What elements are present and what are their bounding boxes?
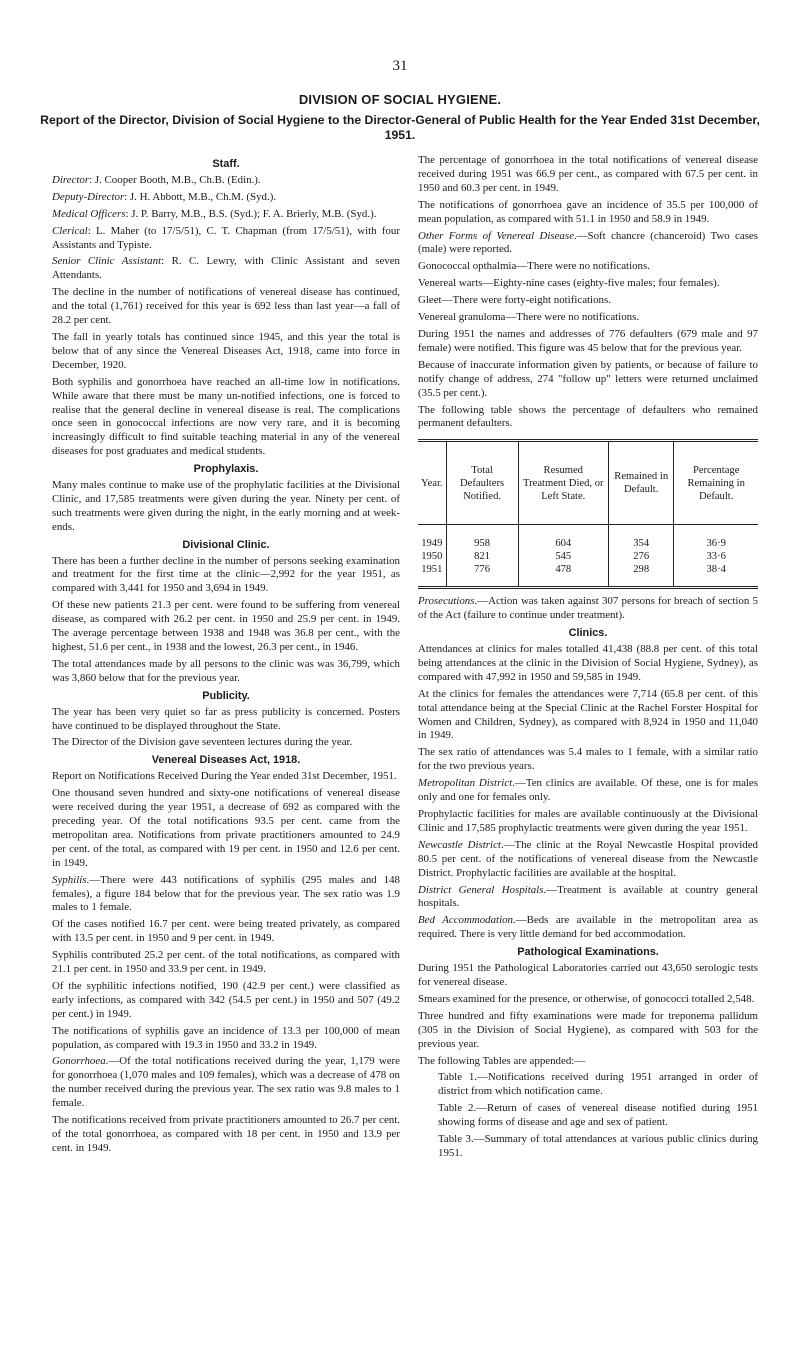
publicity-heading: Publicity. (202, 689, 250, 702)
paragraph: There has been a further decline in the number of persons seeking examination and treatment for the first time at the clinic—2,992 for the year 1951, as compared with 3,441 for 1950 and 3,694 in 1949. (52, 554, 400, 595)
staff-deputy (52, 191, 400, 205)
newcastle-label: Newcastle District (418, 838, 501, 851)
paragraph: The percentage of gonorrhoea in the total notifications of venereal disease received during 1951 was 66.9 per cent., as compared with 67.5 per cent. in 1950 and 60.3 per cent. in 1949. (418, 154, 758, 194)
director-text: : J. Cooper Booth, M.B., Ch.B. (Edin.). (89, 173, 261, 186)
deputy-text: : J. H. Abbott, M.B., Ch.M. (Syd.). (124, 190, 277, 203)
prosecutions-label: Prosecutions (418, 595, 475, 608)
pathological-heading: Pathological Examinations. (517, 946, 659, 959)
bed-accommodation-label: Bed Accommodation (418, 914, 513, 927)
table-header: Resumed Treatment Died, or Left State. (518, 441, 609, 525)
table-cell: 958 (446, 525, 518, 551)
other-forms-paragraph (418, 230, 758, 258)
paragraph: During 1951 the Pathological Laboratories carried out 43,650 serologic tests for venereal disease. (418, 962, 758, 988)
paragraph: The sex ratio of attendances was 5.4 males to 1 female, with a similar ratio for the two previous years. (418, 746, 758, 773)
table-row (418, 563, 758, 588)
paragraph: The following table shows the percentage of defaulters who remained permanent defaulters. (418, 403, 758, 430)
paragraph: Venereal granuloma—There were no notifications. (418, 311, 640, 324)
table-cell: 36·9 (674, 525, 758, 551)
metropolitan-paragraph (418, 777, 758, 805)
gonorrhoea-paragraph (52, 1055, 400, 1111)
table-list-item: Table 1.—Notifications received during 1951 arranged in order of district from which notification came. (438, 1071, 758, 1098)
table-header: Remained in Default. (609, 441, 674, 525)
staff-heading: Staff. (212, 158, 240, 170)
deputy-label: Deputy-Director (52, 190, 125, 203)
table-cell: 276 (609, 550, 674, 563)
table-cell: 298 (609, 563, 674, 588)
paragraph: The following Tables are appended:— (418, 1054, 586, 1067)
table-cell: 33·6 (674, 550, 758, 563)
bed-accommodation-paragraph (418, 914, 758, 942)
table-row (418, 550, 758, 563)
staff-senior (52, 255, 400, 283)
right-column (418, 154, 758, 1164)
paragraph: Because of inaccurate information given by patients, or because of failure to notify change of address, 274 "follow up" letters were returned unclaimed (35.5 per cent.). (418, 358, 758, 399)
clinics-heading: Clinics. (568, 627, 608, 640)
left-column (52, 154, 400, 1159)
paragraph: Of the cases notified 16.7 per cent. were being treated privately, as compared with 13.5 per cent. in 1950 and 9 per cent. in 1949. (52, 918, 400, 945)
paragraph: The fall in yearly totals has continued since 1945, and this year the total is below that of any since the Venereal Diseases Act, 1918, came into force in December, 1920. (52, 330, 400, 371)
report-title: Report of the Director, Division of Social Hygiene to the Director-General of Public Health for the Year Ended 31st December, 1951. (40, 113, 760, 142)
table-header: Year. (421, 477, 443, 489)
table-header: Percentage Remaining in Default. (674, 441, 758, 525)
paragraph: Report on Notifications Received During the Year ended 31st December, 1951. (52, 770, 397, 783)
paragraph: Syphilis contributed 25.2 per cent. of the total notifications, as compared with 21.1 per cent. in 1950 and 33.9 per cent. in 1949. (52, 949, 400, 976)
paragraph: The notifications of syphilis gave an incidence of 13.3 per 100,000 of mean population, as compared with 19.3 in 1950 and 33.2 in 1949. (52, 1024, 400, 1051)
table-cell: 776 (446, 563, 518, 588)
paragraph: During 1951 the names and addresses of 776 defaulters (679 male and 97 female) were notified. This figure was 45 below that for the previous year. (418, 327, 758, 354)
bed-accommodation-text: .—Beds are available in the metropolitan area as required. There is very little demand for bed accommodation. (418, 914, 758, 941)
paragraph: The decline in the number of notifications of venereal disease has continued, and the total (1,761) received for this year is 692 less than last year—a fall of 28.2 per cent. (52, 286, 400, 327)
district-hospitals-text: .—Treatment is available at country general hospitals. (418, 883, 758, 910)
paragraph: Of these new patients 21.3 per cent. were found to be suffering from venereal disease, as compared with 26.2 per cent. in 1950 and 25.9 per cent. in 1949. The average percentage between 1938 and 1948 was 36.8 per cent., with the highest, 51.6 per cent., in 1938 and the lowest, 26.3 per cent., in 1946. (52, 599, 400, 653)
prosecutions-text: .—Action was taken against 307 persons for breach of section 5 of the Act (failure to continue under treatment). (418, 595, 758, 622)
table-cell: 604 (518, 525, 609, 551)
paragraph: Gonococcal opthalmia—There were no notifications. (418, 260, 650, 273)
vd-act-heading: Venereal Diseases Act, 1918. (151, 754, 301, 767)
paragraph: Many males continue to make use of the prophylatic facilities at the Divisional Clinic, and 17,585 treatments were given during the year. Ninety per cent. of such treatments were given during the night, in the early morning and at week-ends. (52, 479, 400, 533)
staff-medical (52, 208, 400, 222)
table-list-item: Table 3.—Summary of total attendances at various public clinics during 1951. (438, 1133, 758, 1159)
divisional-clinic-heading: Divisional Clinic. (182, 538, 270, 551)
newcastle-text: .—The clinic at the Royal Newcastle Hospital provided 80.5 per cent. of the notifications of venereal disease from the Newcastle District. Prophylactic facilities are available at the hospital. (418, 838, 759, 879)
clerical-text: : L. Maher (to 17/5/51), C. T. Chapman (from 17/5/51), with four Assistants and Typiste. (52, 224, 400, 251)
table-cell: 478 (518, 563, 609, 588)
paragraph: One thousand seven hundred and sixty-one notifications of venereal disease were received during the year 1951, a decrease of 692 as compared with the preceding year. Of the total notifications 93.5 per cent. came from the metropolitan area. Notifications from private practitioners amounted to 24.9 per cent. of the total, as compared with 19 per cent. in 1950 and 12.6 per cent. in 1949. (52, 787, 400, 869)
paragraph: Attendances at clinics for males totalled 41,438 (88.8 per cent. of this total being attendances at the clinic in the Division of Social Hygiene, Sydney), as compared with 47,992 in 1950 and 59,585 in 1949. (418, 643, 758, 683)
other-forms-text: .—Soft chancre (chanceroid) Two cases (male) were reported. (418, 229, 758, 256)
table-cell: 1949 (421, 538, 443, 550)
newcastle-paragraph (418, 839, 758, 881)
paragraph: Three hundred and fifty examinations were made for treponema pallidum (305 in the Division of Social Hygiene), as compared with 503 for the previous year. (418, 1009, 758, 1050)
district-hospitals-label: District General Hospitals (418, 883, 544, 896)
paragraph: At the clinics for females the attendances were 7,714 (65.8 per cent. of this total attendance being at the Special Clinic at the Rachel Forster Hospital for Women and Children, Sydney), as compared with 8,924 in 1950 and 11,040 in 1949. (418, 687, 758, 742)
table-cell: 1950 (421, 551, 443, 563)
other-forms-label: Other Forms of Venereal Disease (418, 229, 574, 242)
gonorrhoea-text: .—Of the total notifications received during the year, 1,179 were for gonorrhoea (1,070 males and 109 females), which was a decrease of 478 on the number received during the previous year. The sex ratio was 9.8 males to 1 female. (52, 1055, 400, 1110)
district-hospitals-paragraph (418, 884, 758, 912)
staff-clerical (52, 225, 400, 253)
syphilis-text: .—There were 443 notifications of syphilis (295 males and 148 females), a figure 184 below that for the previous year. The sex ratio was 1.9 males to 1 female. (52, 873, 400, 914)
paragraph: The year has been very quiet so far as press publicity is concerned. Posters have continued to be displayed throughout the State. (52, 705, 400, 732)
paragraph: Venereal warts—Eighty-nine cases (eighty-five males; four females). (418, 277, 720, 290)
prosecutions-paragraph (418, 595, 758, 623)
paragraph: Of the syphilitic infections notified, 190 (42.9 per cent.) were classified as early infections, as compared with 342 (54.5 per cent.) in 1950 and 507 (49.2 per cent.) in 1949. (52, 979, 400, 1020)
syphilis-paragraph (52, 874, 400, 916)
division-title: DIVISION OF SOCIAL HYGIENE. (298, 92, 502, 107)
table-cell: 1951 (421, 564, 443, 576)
paragraph: The notifications received from private practitioners amounted to 26.7 per cent. of the total gonorrhoea, as compared with 18 per cent. in 1950 and 13.9 per cent. in 1949. (52, 1114, 400, 1154)
paragraph: Both syphilis and gonorrhoea have reached an all-time low in notifications. While aware that there must be many un-notified infections, one is forced to realise that the general decline in venereal disease is real. The complications once seen in gonococcal infections are now very rare, and it is becoming increasingly difficult to find suitable teaching material in any of the venereal diseases for post graduates and medical students. (52, 375, 400, 458)
metropolitan-text: .—Ten clinics are available. Of these, one is for males only and one for females only. (418, 777, 759, 804)
paragraph: Smears examined for the presence, or otherwise, of gonococci totalled 2,548. (418, 992, 755, 1005)
paragraph: The notifications of gonorrhoea gave an incidence of 35.5 per 100,000 of mean population, as compared with 51.1 in 1950 and 58.9 in 1949. (418, 198, 758, 225)
paragraph: The Director of the Division gave seventeen lectures during the year. (52, 736, 353, 749)
table-cell: 354 (609, 525, 674, 551)
page-number: 31 (392, 58, 408, 74)
senior-label: Senior Clinic Assistant (52, 255, 162, 268)
table-row (418, 525, 758, 551)
metropolitan-label: Metropolitan District (418, 777, 513, 790)
syphilis-label: Syphilis (52, 873, 87, 886)
paragraph: Gleet—There were forty-eight notifications. (418, 294, 611, 307)
table-cell: 38·4 (674, 563, 758, 588)
medical-text: : J. P. Barry, M.B., B.S. (Syd.); F. A. Brierly, M.B. (Syd.). (125, 207, 377, 220)
director-label: Director (52, 173, 90, 186)
defaulters-table (418, 439, 758, 589)
table-cell: 545 (518, 550, 609, 563)
paragraph: The total attendances made by all persons to the clinic was was 36,799, which was 3,860 below that for the previous year. (52, 657, 400, 684)
gonorrhoea-label: Gonorrhoea (52, 1055, 106, 1068)
table-header: Total Defaulters Notified. (446, 441, 518, 525)
clerical-label: Clerical (52, 224, 88, 237)
table-header-row (418, 441, 758, 525)
senior-text: : R. C. Lewry, with Clinic Assistant and seven Attendants. (52, 255, 401, 282)
prophylaxis-heading: Prophylaxis. (193, 463, 259, 476)
paragraph: Prophylactic facilities for males are available continuously at the Divisional Clinic and 17,585 prophylactic treatments were given during the year 1951. (418, 808, 758, 834)
staff-director (52, 174, 400, 188)
table-list-item: Table 2.—Return of cases of venereal disease notified during 1951 showing forms of disease and age and sex of patient. (438, 1102, 758, 1129)
table-cell: 821 (446, 550, 518, 563)
medical-label: Medical Officers (52, 207, 126, 220)
